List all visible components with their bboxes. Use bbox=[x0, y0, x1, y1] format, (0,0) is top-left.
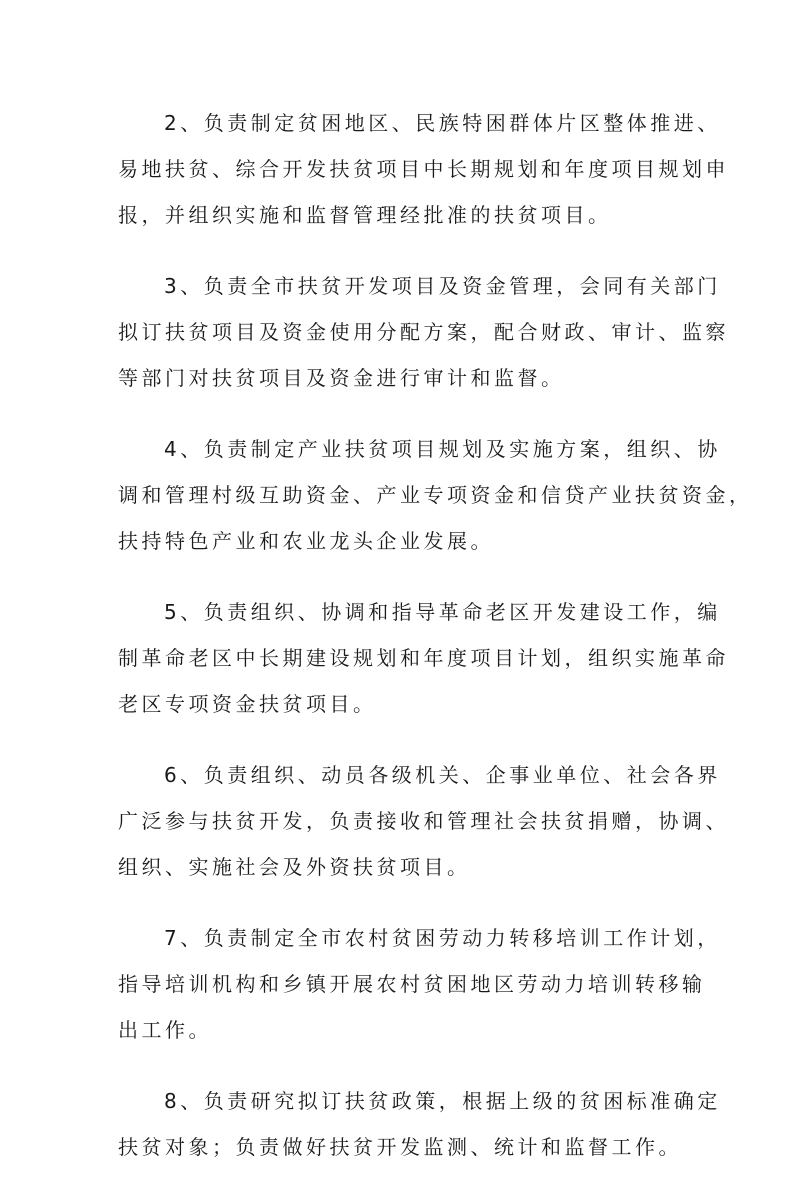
paragraph-line: 8、负责研究拟订扶贫政策，根据上级的贫困标准确定 bbox=[164, 1089, 721, 1113]
paragraph-line: 组织、实施社会及外资扶贫项目。 bbox=[118, 855, 471, 879]
paragraph-line: 2、负责制定贫困地区、民族特困群体片区整体推进、 bbox=[164, 111, 721, 135]
paragraph-line: 扶贫对象；负责做好扶贫开发监测、统计和监督工作。 bbox=[118, 1135, 682, 1159]
paragraph-item-5 bbox=[118, 589, 729, 727]
paragraph-line: 出工作。 bbox=[118, 1018, 212, 1042]
paragraph-line: 6、负责组织、动员各级机关、企事业单位、社会各界 bbox=[164, 763, 721, 787]
paragraph-line: 广泛参与扶贫开发，负责接收和管理社会扶贫捐赠，协调、 bbox=[118, 809, 729, 833]
paragraph-line: 扶持特色产业和农业龙头企业发展。 bbox=[118, 529, 494, 553]
document-body bbox=[118, 100, 753, 1195]
paragraph-line: 拟订扶贫项目及资金使用分配方案，配合财政、审计、监察 bbox=[118, 320, 729, 344]
paragraph-item-8 bbox=[118, 1078, 721, 1170]
paragraph-line: 等部门对扶贫项目及资金进行审计和监督。 bbox=[118, 366, 565, 390]
paragraph-line: 7、负责制定全市农村贫困劳动力转移培训工作计划， bbox=[164, 926, 721, 950]
paragraph-item-7 bbox=[118, 915, 721, 1053]
paragraph-item-3 bbox=[118, 263, 729, 401]
paragraph-line: 老区专项资金扶贫项目。 bbox=[118, 692, 377, 716]
paragraph-line: 制革命老区中长期建设规划和年度项目计划，组织实施革命 bbox=[118, 646, 729, 670]
paragraph-line: 3、负责全市扶贫开发项目及资金管理，会同有关部门 bbox=[164, 274, 721, 298]
paragraph-line: 易地扶贫、综合开发扶贫项目中长期规划和年度项目规划申 bbox=[118, 157, 729, 181]
paragraph-line: 指导培训机构和乡镇开展农村贫困地区劳动力培训转移输 bbox=[118, 972, 706, 996]
paragraph-item-4 bbox=[118, 426, 753, 564]
paragraph-line: 调和管理村级互助资金、产业专项资金和信贷产业扶贫资金， bbox=[118, 483, 753, 507]
paragraph-line: 4、负责制定产业扶贫项目规划及实施方案，组织、协 bbox=[164, 437, 721, 461]
paragraph-line: 报，并组织实施和监督管理经批准的扶贫项目。 bbox=[118, 203, 612, 227]
paragraph-line: 5、负责组织、协调和指导革命老区开发建设工作，编 bbox=[164, 600, 721, 624]
paragraph-item-6 bbox=[118, 752, 729, 890]
paragraph-item-2 bbox=[118, 100, 729, 238]
